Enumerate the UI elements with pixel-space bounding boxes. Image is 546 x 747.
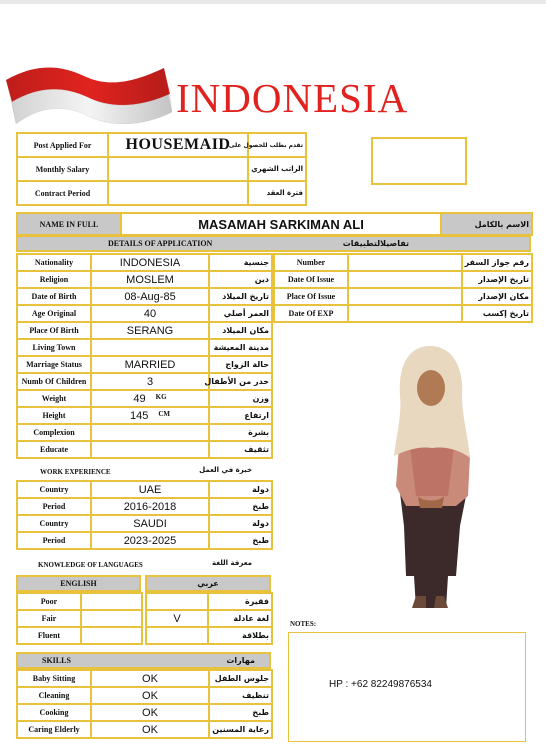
row-label-ar: تنظيف	[209, 687, 272, 704]
row-label: Marriage Status	[17, 356, 91, 373]
row-label-ar: حالة الزواج	[209, 356, 272, 373]
row-value	[146, 593, 208, 610]
row-label: Date Of Issue	[274, 271, 348, 288]
row-label: Caring Elderly	[17, 721, 91, 738]
table-row	[17, 407, 272, 424]
row-value: 08-Aug-85	[91, 288, 209, 305]
table-row	[17, 356, 272, 373]
row-label-ar: طبخ	[209, 532, 272, 549]
table-row	[146, 627, 272, 644]
salary-value	[108, 157, 248, 181]
row-value	[81, 610, 142, 627]
row-label-ar: دولة	[209, 481, 272, 498]
row-value	[348, 305, 462, 322]
contract-label-ar: فترة العقد	[248, 181, 306, 205]
table-row	[17, 687, 272, 704]
notes-label: NOTES:	[290, 620, 317, 628]
table-row	[17, 288, 272, 305]
details-header-label-ar: تفاصيلالتطبيقات	[342, 239, 409, 248]
arabic-header	[145, 575, 271, 592]
languages-title-ar: معرفة اللغة	[212, 559, 252, 567]
row-value: OK	[91, 670, 209, 687]
row-label-ar: ارتفاع	[209, 407, 272, 424]
arabic-header-label: عربي	[197, 579, 219, 588]
table-row	[17, 670, 272, 687]
table-row	[17, 704, 272, 721]
row-label: Date of Birth	[17, 288, 91, 305]
table-row	[274, 305, 532, 322]
table-row	[17, 593, 142, 610]
row-value	[91, 441, 209, 458]
row-label-ar: بطلاقة	[208, 627, 272, 644]
table-row	[17, 532, 272, 549]
row-label: Fluent	[17, 627, 81, 644]
row-label-ar: طبخ	[209, 704, 272, 721]
row-label-ar: دولة	[209, 515, 272, 532]
row-label: Height	[17, 407, 91, 424]
row-label: Age Original	[17, 305, 91, 322]
row-value	[81, 627, 142, 644]
top-strip	[0, 0, 546, 4]
applicant-photo	[376, 326, 482, 608]
notes-text: HP : +62 82249876534	[329, 679, 432, 690]
row-label-ar: مكان الميلاد	[209, 322, 272, 339]
row-label-ar: بشرة	[209, 424, 272, 441]
row-label-ar: تثقيف	[209, 441, 272, 458]
table-row	[17, 498, 272, 515]
table-row	[17, 305, 272, 322]
row-value	[91, 407, 209, 424]
row-value: OK	[91, 721, 209, 738]
english-table	[16, 592, 143, 645]
table-row	[146, 610, 272, 627]
row-label-ar: فقيرة	[208, 593, 272, 610]
table-row	[274, 271, 532, 288]
row-label: Nationality	[17, 254, 91, 271]
name-table	[16, 212, 533, 236]
row-value: OK	[91, 687, 209, 704]
row-value	[91, 424, 209, 441]
work-title: WORK EXPERIENCE	[40, 468, 111, 476]
table-row	[17, 627, 142, 644]
english-header	[16, 575, 141, 592]
table-row	[274, 254, 532, 271]
indonesia-flag-icon	[4, 62, 172, 128]
arabic-table	[145, 592, 273, 645]
row-value: MOSLEM	[91, 271, 209, 288]
row-value	[91, 390, 209, 407]
personal-table	[16, 253, 273, 459]
name-value: MASAMAH SARKIMAN ALI	[121, 213, 441, 235]
row-label: Cleaning	[17, 687, 91, 704]
table-row	[17, 515, 272, 532]
table-row	[17, 271, 272, 288]
photo-stamp-box	[371, 137, 467, 185]
row-label-ar: العمر أصلي	[209, 305, 272, 322]
languages-title: KNOWLEDGE OF LANGUAGES	[38, 561, 143, 569]
row-label-ar: لغة عادلة	[208, 610, 272, 627]
row-label: Cooking	[17, 704, 91, 721]
row-value: OK	[91, 704, 209, 721]
skills-table	[16, 669, 273, 739]
post-table	[16, 132, 307, 206]
row-value	[91, 339, 209, 356]
details-header	[16, 235, 531, 252]
row-label-ar: رعاية المسنين	[209, 721, 272, 738]
row-label-ar: تاريخ إكسب	[462, 305, 532, 322]
table-row	[17, 721, 272, 738]
row-value: INDONESIA	[91, 254, 209, 271]
table-row	[17, 254, 272, 271]
table-row	[17, 481, 272, 498]
name-label-ar: الاسم بالكامل	[441, 213, 532, 235]
row-label-ar: وزن	[209, 390, 272, 407]
row-value: SAUDI	[91, 515, 209, 532]
row-value	[146, 627, 208, 644]
row-label: Number	[274, 254, 348, 271]
table-row	[17, 322, 272, 339]
row-label: Complexion	[17, 424, 91, 441]
skills-title-ar: مهارات	[226, 656, 255, 665]
row-label: Place Of Birth	[17, 322, 91, 339]
row-label: Country	[17, 481, 91, 498]
row-value	[81, 593, 142, 610]
passport-table	[273, 253, 533, 323]
country-title: INDONESIA	[176, 75, 409, 121]
row-label-ar: مدينة المعيشة	[209, 339, 272, 356]
english-header-label: ENGLISH	[60, 579, 97, 588]
work-title-ar: خبرة في العمل	[199, 466, 252, 474]
row-value: 3	[91, 373, 209, 390]
row-label: Living Town	[17, 339, 91, 356]
row-label: Educate	[17, 441, 91, 458]
skills-title: SKILLS	[42, 656, 71, 665]
name-label: NAME IN FULL	[17, 213, 121, 235]
row-value	[348, 288, 462, 305]
row-value: V	[146, 610, 208, 627]
row-value	[348, 271, 462, 288]
table-row	[17, 373, 272, 390]
table-row	[17, 424, 272, 441]
row-label: Numb Of Children	[17, 373, 91, 390]
table-row	[274, 288, 532, 305]
row-label: Period	[17, 532, 91, 549]
row-label: Country	[17, 515, 91, 532]
salary-label: Monthly Salary	[17, 157, 108, 181]
row-label-ar: طبخ	[209, 498, 272, 515]
table-row	[17, 441, 272, 458]
row-label: Religion	[17, 271, 91, 288]
row-label-ar: خدر من الأطفال	[209, 373, 272, 390]
skills-header	[16, 652, 271, 669]
post-label-ar: تقدم بطلب للحصول على	[248, 133, 306, 157]
row-value: UAE	[91, 481, 209, 498]
row-value: 2023-2025	[91, 532, 209, 549]
row-value: 40	[91, 305, 209, 322]
table-row	[17, 390, 272, 407]
row-label-ar: جنسية	[209, 254, 272, 271]
row-label: Place Of Issue	[274, 288, 348, 305]
weight-unit: KG	[155, 392, 167, 401]
row-label: Fair	[17, 610, 81, 627]
row-label-ar: دين	[209, 271, 272, 288]
row-label-ar: رقم جواز السفر	[462, 254, 532, 271]
row-label-ar: تاريخ الإصدار	[462, 271, 532, 288]
row-value	[348, 254, 462, 271]
row-value: SERANG	[91, 322, 209, 339]
salary-label-ar: الراتب الشهري	[248, 157, 306, 181]
row-label: Baby Sitting	[17, 670, 91, 687]
work-table	[16, 480, 273, 550]
row-label: Poor	[17, 593, 81, 610]
row-value: 2016-2018	[91, 498, 209, 515]
post-value: HOUSEMAID	[108, 133, 248, 157]
row-label-ar: جلوس الطفل	[209, 670, 272, 687]
table-row	[146, 593, 272, 610]
details-header-label: DETAILS OF APPLICATION	[108, 239, 213, 248]
contract-value	[108, 181, 248, 205]
table-row	[17, 339, 272, 356]
row-value: MARRIED	[91, 356, 209, 373]
notes-box	[288, 632, 526, 742]
row-label: Period	[17, 498, 91, 515]
table-row	[17, 610, 142, 627]
weight-value: 49	[133, 392, 146, 405]
height-value: 145	[129, 409, 149, 422]
post-label: Post Applied For	[17, 133, 108, 157]
contract-label: Contract Period	[17, 181, 108, 205]
height-unit: CM	[158, 409, 171, 418]
row-label: Weight	[17, 390, 91, 407]
row-label-ar: مكان الإصدار	[462, 288, 532, 305]
row-label: Date Of EXP	[274, 305, 348, 322]
row-label-ar: تاريخ الميلاد	[209, 288, 272, 305]
